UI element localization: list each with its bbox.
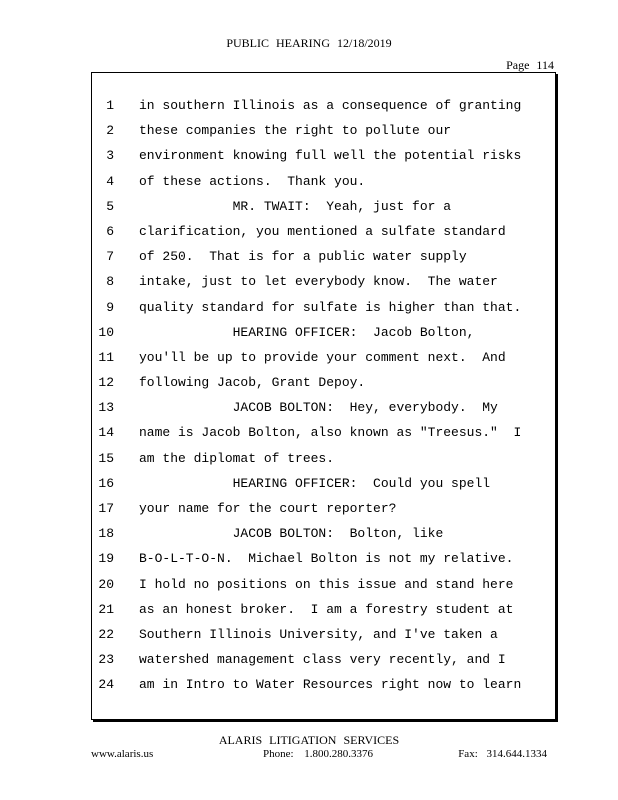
line-number: 10: [98, 324, 114, 340]
footer-fax: Fax: 314.644.1334: [458, 748, 547, 760]
transcript-lines: [92, 93, 555, 698]
line-number: 14: [98, 425, 114, 441]
transcript-line: [92, 143, 555, 168]
line-text: of these actions. Thank you.: [139, 173, 366, 189]
transcript-line: [92, 320, 555, 345]
transcript-line: [92, 295, 555, 320]
footer-contact-row: [0, 748, 618, 764]
transcript-line: [92, 521, 555, 546]
line-text: intake, just to let everybody know. The water: [139, 274, 498, 290]
transcript-line: [92, 219, 555, 244]
line-number: 1: [106, 98, 114, 113]
transcript-line: [92, 93, 555, 118]
line-number: 7: [106, 249, 114, 265]
transcript-line: [92, 471, 555, 496]
line-number: 21: [98, 601, 114, 617]
line-number: 2: [106, 123, 114, 139]
line-number: 5: [106, 198, 114, 214]
transcript-line: [92, 672, 555, 697]
transcript-line: [92, 345, 555, 370]
line-number: 20: [98, 576, 114, 592]
line-number: 22: [98, 626, 114, 642]
line-number: 16: [98, 475, 114, 491]
line-number: 19: [98, 551, 114, 567]
line-number: 11: [98, 349, 114, 365]
transcript-line: [92, 169, 555, 194]
footer-phone: Phone: 1.800.280.3376: [263, 748, 374, 760]
footer-company-name: ALARIS LITIGATION SERVICES: [218, 733, 400, 747]
line-text: am in Intro to Water Resources right now to learn: [139, 677, 522, 693]
line-number: 13: [98, 400, 114, 416]
line-text: JACOB BOLTON: Bolton, like: [139, 526, 444, 542]
transcript-line: [92, 622, 555, 647]
line-text: MR. TWAIT: Yeah, just for a: [139, 198, 452, 214]
line-number: 15: [98, 450, 114, 466]
line-text: you'll be up to provide your comment next. And: [139, 349, 506, 365]
transcript-line: [92, 597, 555, 622]
line-text: these companies the right to pollute our: [139, 123, 452, 139]
transcript-line: [92, 194, 555, 219]
transcript-line: [92, 269, 555, 294]
line-number: 6: [106, 223, 114, 239]
line-text: of 250. That is for a public water supply: [139, 249, 467, 265]
transcript-page-box: [91, 72, 556, 720]
transcript-line: [92, 546, 555, 571]
line-text: HEARING OFFICER: Jacob Bolton,: [139, 324, 475, 340]
line-text: your name for the court reporter?: [139, 501, 397, 516]
transcript-line: [92, 572, 555, 597]
line-text: as an honest broker. I am a forestry student at: [139, 601, 514, 617]
line-number: 17: [98, 501, 114, 516]
page-number: Page 114: [506, 58, 554, 72]
line-number: 18: [98, 526, 114, 542]
line-text: am the diplomat of trees.: [139, 450, 335, 466]
line-text: JACOB BOLTON: Hey, everybody. My: [139, 400, 498, 416]
transcript-line: [92, 395, 555, 420]
line-text: clarification, you mentioned a sulfate standard: [139, 223, 506, 239]
transcript-line: [92, 496, 555, 521]
line-text: environment knowing full well the potential risks: [139, 148, 522, 164]
line-number: 9: [106, 299, 114, 315]
line-text: name is Jacob Bolton, also known as "Treesus." I: [139, 425, 522, 441]
transcript-line: [92, 647, 555, 672]
line-text: B-O-L-T-O-N. Michael Bolton is not my relative.: [139, 551, 514, 567]
line-number: 12: [98, 375, 114, 391]
line-text: quality standard for sulfate is higher than that.: [139, 299, 522, 315]
line-text: watershed management class very recently, and I: [139, 652, 506, 668]
transcript-line: [92, 244, 555, 269]
line-text: I hold no positions on this issue and stand here: [139, 576, 514, 592]
footer-website: www.alaris.us: [91, 748, 154, 760]
line-number: 23: [98, 652, 114, 668]
transcript-line: [92, 118, 555, 143]
transcript-header-title: PUBLIC HEARING 12/18/2019: [226, 36, 392, 50]
line-text: in southern Illinois as a consequence of granting: [139, 98, 522, 113]
line-text: Southern Illinois University, and I've taken a: [139, 626, 498, 642]
line-number: 3: [106, 148, 114, 164]
line-number: 8: [106, 274, 114, 290]
transcript-line: [92, 446, 555, 471]
line-number: 4: [106, 173, 114, 189]
transcript-line: [92, 370, 555, 395]
line-text: following Jacob, Grant Depoy.: [139, 375, 366, 391]
line-number: 24: [98, 677, 114, 693]
transcript-line: [92, 420, 555, 445]
line-text: HEARING OFFICER: Could you spell: [139, 475, 491, 491]
